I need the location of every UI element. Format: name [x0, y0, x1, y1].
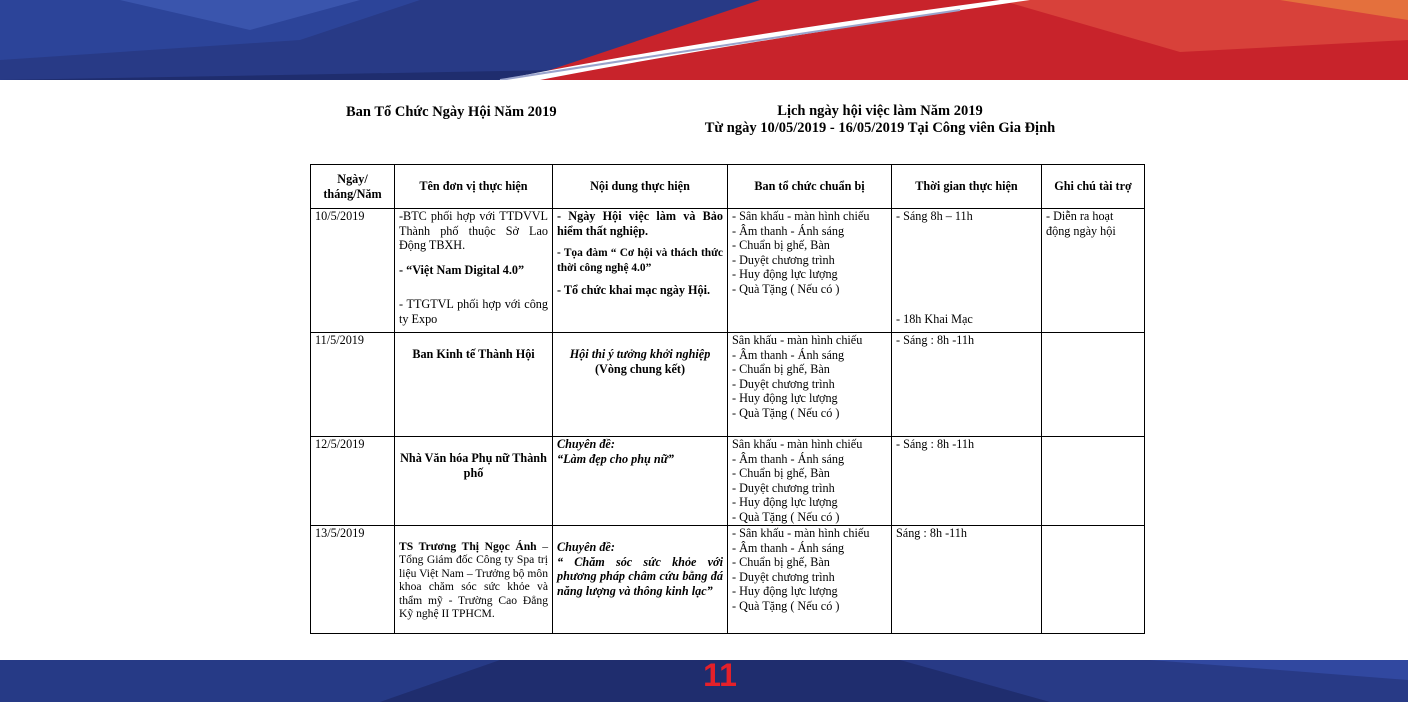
schedule-title-line1: Lịch ngày hội việc làm Năm 2019 — [777, 103, 983, 119]
content-text: Chuyên đề: — [557, 540, 615, 554]
time-cell: - Sáng : 8h -11h — [892, 333, 1042, 437]
prep-item: - Duyệt chương trình — [732, 252, 835, 267]
content-text — [557, 347, 723, 376]
prep-item: - Huy động lực lượng — [732, 495, 838, 510]
date-cell: 10/5/2019 — [311, 209, 395, 333]
prep-item: - Huy động lực lượng — [732, 584, 838, 599]
note-cell — [1042, 526, 1145, 634]
schedule-title-line2: Từ ngày 10/05/2019 - 16/05/2019 Tại Công viên Gia Định — [704, 120, 1056, 136]
prep-cell — [728, 526, 892, 634]
content-cell — [553, 526, 728, 634]
content-text: - Tổ chức khai mạc ngày Hội. — [557, 283, 711, 298]
prep-cell — [728, 209, 892, 333]
column-header: Nội dung thực hiện — [553, 165, 728, 209]
table-row — [311, 526, 1145, 634]
prep-item: - Sân khấu - màn hình chiếu — [732, 209, 870, 223]
unit-name: TS Trương Thị Ngọc Ánh — [399, 540, 537, 553]
note-cell — [1042, 437, 1145, 526]
content-text: - Tọa đàm “ Cơ hội và thách thức thời công nghệ 4.0” — [557, 247, 723, 274]
content-text: “ Chăm sóc sức khỏe với phương pháp châm cứu bằng đá năng lượng và thông kinh lạc” — [557, 554, 723, 598]
prep-item: - Quà Tặng ( Nếu có ) — [732, 509, 840, 524]
prep-item: - Chuẩn bị ghế, Bàn — [732, 238, 830, 253]
note-cell — [1042, 333, 1145, 437]
prep-item: - Sân khấu - màn hình chiếu — [732, 526, 870, 540]
prep-item: Sân khấu - màn hình chiếu — [732, 437, 863, 451]
unit-text: Ban Kinh tế Thành Hội — [412, 347, 535, 361]
content-tail-text: (Vòng chung kết) — [594, 361, 686, 376]
table-header-row — [311, 165, 1145, 209]
organizer-title: Ban Tổ Chức Ngày Hội Năm 2019 — [346, 104, 557, 120]
column-header: Thời gian thực hiện — [892, 165, 1042, 209]
prep-item: - Huy động lực lượng — [732, 391, 838, 406]
prep-item: - Duyệt chương trình — [732, 569, 835, 584]
time-text: - 18h Khai Mạc — [896, 311, 973, 326]
unit-cell — [395, 333, 553, 437]
content-cell — [553, 437, 728, 526]
prep-cell — [728, 333, 892, 437]
date-cell: 12/5/2019 — [311, 437, 395, 526]
prep-item: - Âm thanh - Ánh sáng — [732, 451, 845, 466]
content-text: Chuyên đề: — [557, 437, 615, 451]
schedule-table — [310, 164, 1145, 634]
content-cell — [553, 333, 728, 437]
content-italic-text: Hội thi ý tưởng khởi nghiệp — [569, 347, 711, 361]
prep-item: - Âm thanh - Ánh sáng — [732, 540, 845, 555]
time-cell — [892, 209, 1042, 333]
prep-item: - Quà Tặng ( Nếu có ) — [732, 405, 840, 420]
prep-item: - Chuẩn bị ghế, Bàn — [732, 362, 830, 377]
prep-cell — [728, 437, 892, 526]
column-header: Ngày/ tháng/Năm — [311, 165, 395, 209]
unit-cell — [395, 526, 553, 634]
date-cell: 13/5/2019 — [311, 526, 395, 634]
prep-item: - Chuẩn bị ghế, Bàn — [732, 555, 830, 570]
content-text: “Làm đẹp cho phụ nữ” — [557, 451, 675, 466]
prep-item: - Chuẩn bị ghế, Bàn — [732, 466, 830, 481]
prep-item: - Duyệt chương trình — [732, 480, 835, 495]
date-cell: 11/5/2019 — [311, 333, 395, 437]
column-header: Ban tổ chức chuẩn bị — [728, 165, 892, 209]
time-text: - Sáng 8h – 11h — [896, 209, 973, 223]
unit-cell — [395, 209, 553, 333]
column-header: Tên đơn vị thực hiện — [395, 165, 553, 209]
time-cell: Sáng : 8h -11h — [892, 526, 1042, 634]
unit-cell — [395, 437, 553, 526]
unit-text — [399, 540, 548, 620]
prep-item: - Âm thanh - Ánh sáng — [732, 223, 845, 238]
page-number: 11 — [703, 657, 737, 693]
content-text: - Ngày Hội việc làm và Bảo hiểm thất nghiệp. — [557, 209, 723, 238]
table-row — [311, 437, 1145, 526]
prep-item: - Âm thanh - Ánh sáng — [732, 347, 845, 362]
prep-item: - Huy động lực lượng — [732, 267, 838, 282]
note-cell: - Diễn ra hoạt động ngày hội — [1042, 209, 1145, 333]
unit-text: -BTC phối hợp với TTDVVL Thành phố thuộc Sở Lao Động TBXH. — [399, 209, 548, 253]
time-cell: - Sáng : 8h -11h — [892, 437, 1042, 526]
prep-item: Sân khấu - màn hình chiếu — [732, 333, 863, 347]
unit-text: - TTGTVL phối hợp với công ty Expo — [399, 297, 548, 326]
unit-text: - “Việt Nam Digital 4.0” — [399, 262, 525, 277]
table-row — [311, 209, 1145, 333]
prep-item: - Quà Tặng ( Nếu có ) — [732, 281, 840, 296]
schedule-title — [660, 103, 1100, 137]
content-cell — [553, 209, 728, 333]
unit-desc: – Tổng Giám đốc Công ty Spa trị liệu Việt Nam – Trưởng bộ môn khoa chăm sóc sức khỏe và thẩm mỹ - Trường Cao Đẳng Kỹ nghệ II TPHCM. — [399, 540, 548, 621]
column-header: Ghi chú tài trợ — [1042, 165, 1145, 209]
table-row — [311, 333, 1145, 437]
prep-item: - Quà Tặng ( Nếu có ) — [732, 598, 840, 613]
prep-item: - Duyệt chương trình — [732, 376, 835, 391]
top-banner — [0, 0, 1408, 80]
unit-text: Nhà Văn hóa Phụ nữ Thành phố — [400, 451, 547, 480]
